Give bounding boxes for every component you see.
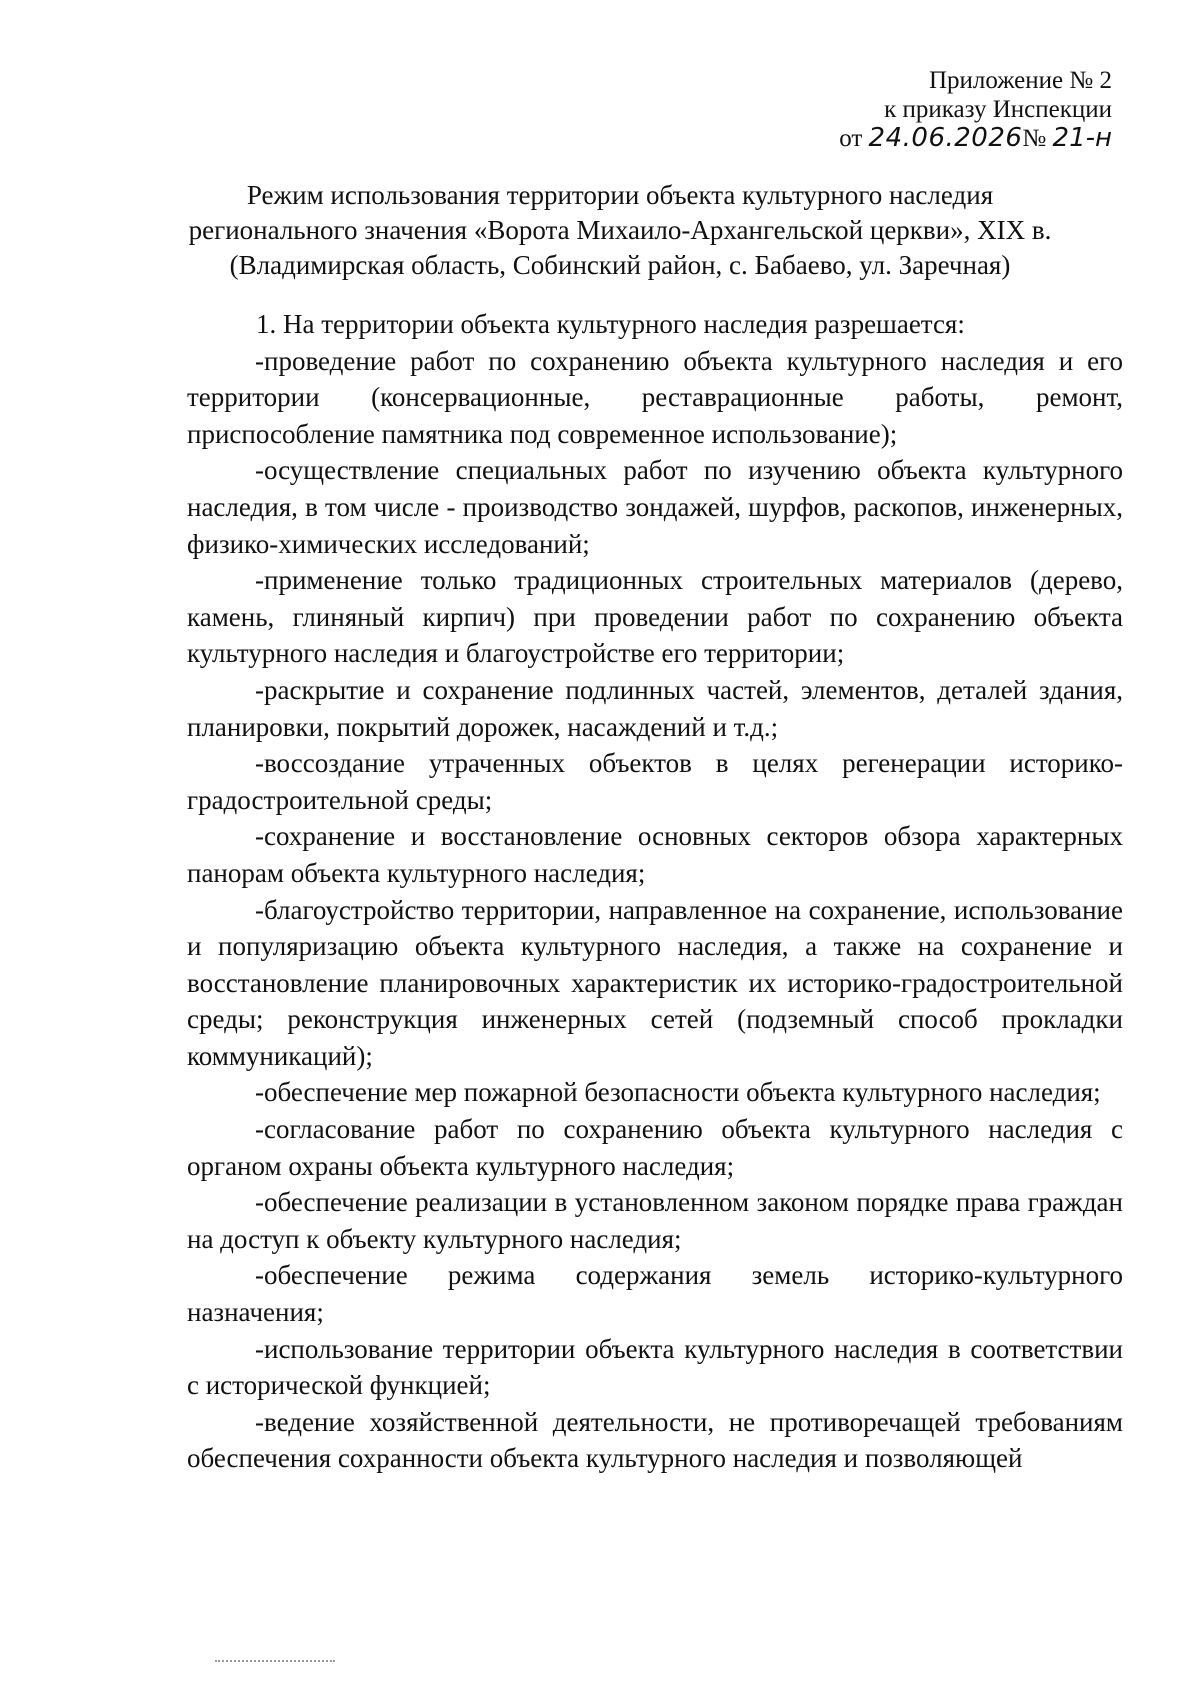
paragraph-item: -раскрытие и сохранение подлинных частей, элементов, деталей здания, планировки, покрытий дорожек, насаждений и т.д.; bbox=[187, 674, 1123, 742]
title-line-1: Режим использования территории объекта культурного наследия bbox=[246, 180, 994, 210]
paragraph-item: -обеспечение мер пожарной безопасности объекта культурного наследия; bbox=[255, 1077, 1101, 1108]
paragraph-item: -осуществление специальных работ по изучению объекта культурного наследия, в том числе - производство зондажей, шурфов, раскопов, инженерных, физико-химических исследований; bbox=[187, 455, 1123, 559]
paragraph-item: -проведение работ по сохранению объекта культурного наследия и его территории (консервационные, реставрационные работы, ремонт, приспособление памятника под современное использование); bbox=[187, 345, 1123, 449]
number-sign: № bbox=[1022, 125, 1047, 152]
paragraph-item: -воссоздание утраченных объектов в целях регенерации историко-градостроительной среды; bbox=[187, 748, 1123, 815]
handwritten-order-number: 21-н bbox=[1052, 123, 1112, 153]
date-prefix: от bbox=[839, 125, 863, 152]
paragraph-item: -обеспечение реализации в установленном законом порядке права граждан на доступ к объекту культурного наследия; bbox=[187, 1187, 1123, 1254]
appendix-title: Приложение № 2 bbox=[928, 67, 1112, 94]
paragraph-item: -ведение хозяйственной деятельности, не противоречащей требованиям обеспечения сохранности объекта культурного наследия и позволяющей bbox=[187, 1406, 1123, 1474]
appendix-header bbox=[839, 66, 1112, 153]
title-line-2: регионального значения «Ворота Михаило-Архангельской церкви», XIX в. bbox=[188, 215, 1052, 245]
appendix-order-ref: к приказу Инспекции bbox=[884, 96, 1112, 123]
handwritten-date: 24.06.2026 bbox=[868, 123, 1023, 153]
paragraph-item: -использование территории объекта культурного наследия в соответствии с исторической функцией; bbox=[187, 1333, 1123, 1401]
document-body bbox=[187, 306, 1123, 1477]
page-bottom-artifact bbox=[215, 1660, 335, 1668]
paragraph-intro: 1. На территории объекта культурного наследия разрешается: bbox=[256, 309, 965, 339]
paragraph-item: -сохранение и восстановление основных секторов обзора характерных панорам объекта культурного наследия; bbox=[187, 821, 1123, 888]
document-title bbox=[140, 178, 1100, 283]
appendix-date-line bbox=[839, 124, 1112, 153]
paragraph-item: -благоустройство территории, направленное на сохранение, использование и популяризацию объекта культурного наследия, а также на сохранение и восстановление планировочных характеристик их историко-градостроительной среды; реконструкция инженерных сетей (подземный способ прокладки коммуникаций); bbox=[187, 894, 1123, 1071]
paragraph-item: -применение только традиционных строительных материалов (дерево, камень, глиняный кирпич) при проведении работ по сохранению объекта культурного наследия и благоустройстве его территории; bbox=[187, 565, 1123, 669]
paragraph-item: -обеспечение режима содержания земель историко-культурного назначения; bbox=[187, 1260, 1123, 1328]
paragraph-item: -согласование работ по сохранению объекта культурного наследия с органом охраны объекта культурного наследия; bbox=[187, 1114, 1123, 1181]
title-line-3: (Владимирская область, Собинский район, с. Бабаево, ул. Заречная) bbox=[229, 250, 1011, 280]
